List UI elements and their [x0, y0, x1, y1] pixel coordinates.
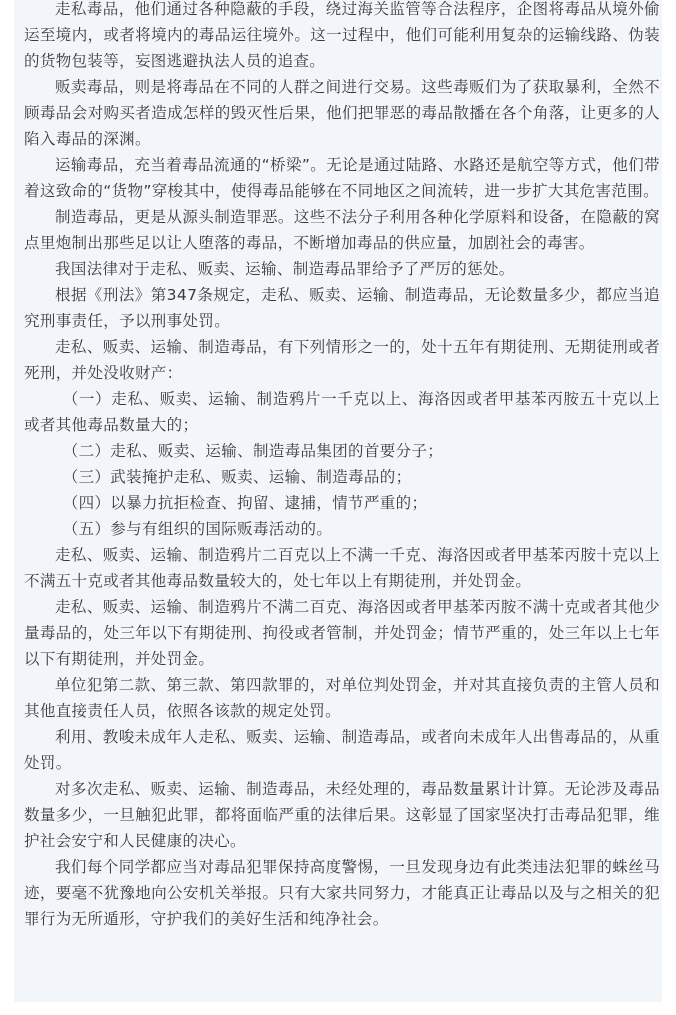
- list-item-2: （二）走私、贩卖、运输、制造毒品集团的首要分子；: [62, 442, 444, 460]
- paragraph-call-to-action: 我们每个同学都应当对毒品犯罪保持高度警惕，一旦发现身边有此类违法犯罪的蛛丝马迹，要毫不犹豫地向公安机关举报。只有大家共同努力，才能真正让毒品以及与之相关的犯罪行为无所遁形，守护我们的美好生活和纯净社会。: [24, 858, 660, 928]
- paragraph-minors: 利用、教唆未成年人走私、贩卖、运输、制造毒品，或者向未成年人出售毒品的，从重处罚。: [24, 728, 660, 772]
- paragraph-manufacturing: 制造毒品，更是从源头制造罪恶。这些不法分子利用各种化学原料和设备，在隐蔽的窝点里炮制出那些足以让人堕落的毒品，不断增加毒品的供应量，加剧社会的毒害。: [24, 208, 660, 252]
- paragraph-larger-quantity: 走私、贩卖、运输、制造鸦片二百克以上不满一千克、海洛因或者甲基苯丙胺十克以上不满五十克或者其他毒品数量较大的，处七年以上有期徒刑，并处罚金。: [24, 546, 660, 590]
- list-item-5: （五）参与有组织的国际贩毒活动的。: [62, 520, 333, 538]
- paragraph-trafficking: 贩卖毒品，则是将毒品在不同的人群之间进行交易。这些毒贩们为了获取暴利，全然不顾毒品会对购买者造成怎样的毁灭性后果，他们把罪恶的毒品散播在各个角落，让更多的人陷入毒品的深渊。: [24, 78, 660, 148]
- paragraph-small-quantity: 走私、贩卖、运输、制造鸦片不满二百克、海洛因或者甲基苯丙胺不满十克或者其他少量毒品的，处三年以下有期徒刑、拘役或者管制，并处罚金；情节严重的，处三年以上七年以下有期徒刑，并处罚金。: [24, 598, 660, 668]
- paragraph-unit-crime: 单位犯第二款、第三款、第四款罪的，对单位判处罚金，并对其直接负责的主管人员和其他直接责任人员，依照各该款的规定处罚。: [24, 676, 660, 720]
- paragraph-severe-cases: 走私、贩卖、运输、制造毒品，有下列情形之一的，处十五年有期徒刑、无期徒刑或者死刑，并处没收财产：: [24, 338, 660, 382]
- paragraph-smuggling: 走私毒品，他们通过各种隐蔽的手段，绕过海关监管等合法程序，企图将毒品从境外偷运至境内，或者将境内的毒品运往境外。这一过程中，他们可能利用复杂的运输线路、伪装的货物包装等，妄图逃避执法人员的追查。: [24, 0, 660, 70]
- list-item-1: （一）走私、贩卖、运输、制造鸦片一千克以上、海洛因或者甲基苯丙胺五十克以上或者其他毒品数量大的；: [24, 390, 660, 434]
- list-item-3: （三）武装掩护走私、贩卖、运输、制造毒品的；: [62, 468, 412, 486]
- paragraph-cumulative: 对多次走私、贩卖、运输、制造毒品，未经处理的，毒品数量累计计算。无论涉及毒品数量多少，一旦触犯此罪，都将面临严重的法律后果。这彰显了国家坚决打击毒品犯罪，维护社会安宁和人民健康的决心。: [24, 780, 660, 850]
- paragraph-law-intro: 我国法律对于走私、贩卖、运输、制造毒品罪给予了严厉的惩处。: [55, 260, 515, 278]
- paragraph-transporting: 运输毒品，充当着毒品流通的“桥梁”。无论是通过陆路、水路还是航空等方式，他们带着这致命的“货物”穿梭其中，使得毒品能够在不同地区之间流转，进一步扩大其危害范围。: [24, 156, 660, 200]
- article-body: [24, 0, 660, 932]
- list-item-4: （四）以暴力抗拒检查、拘留、逮捕，情节严重的；: [62, 494, 428, 512]
- paragraph-article-347: 根据《刑法》第347条规定，走私、贩卖、运输、制造毒品，无论数量多少，都应当追究刑事责任，予以刑事处罚。: [24, 286, 660, 330]
